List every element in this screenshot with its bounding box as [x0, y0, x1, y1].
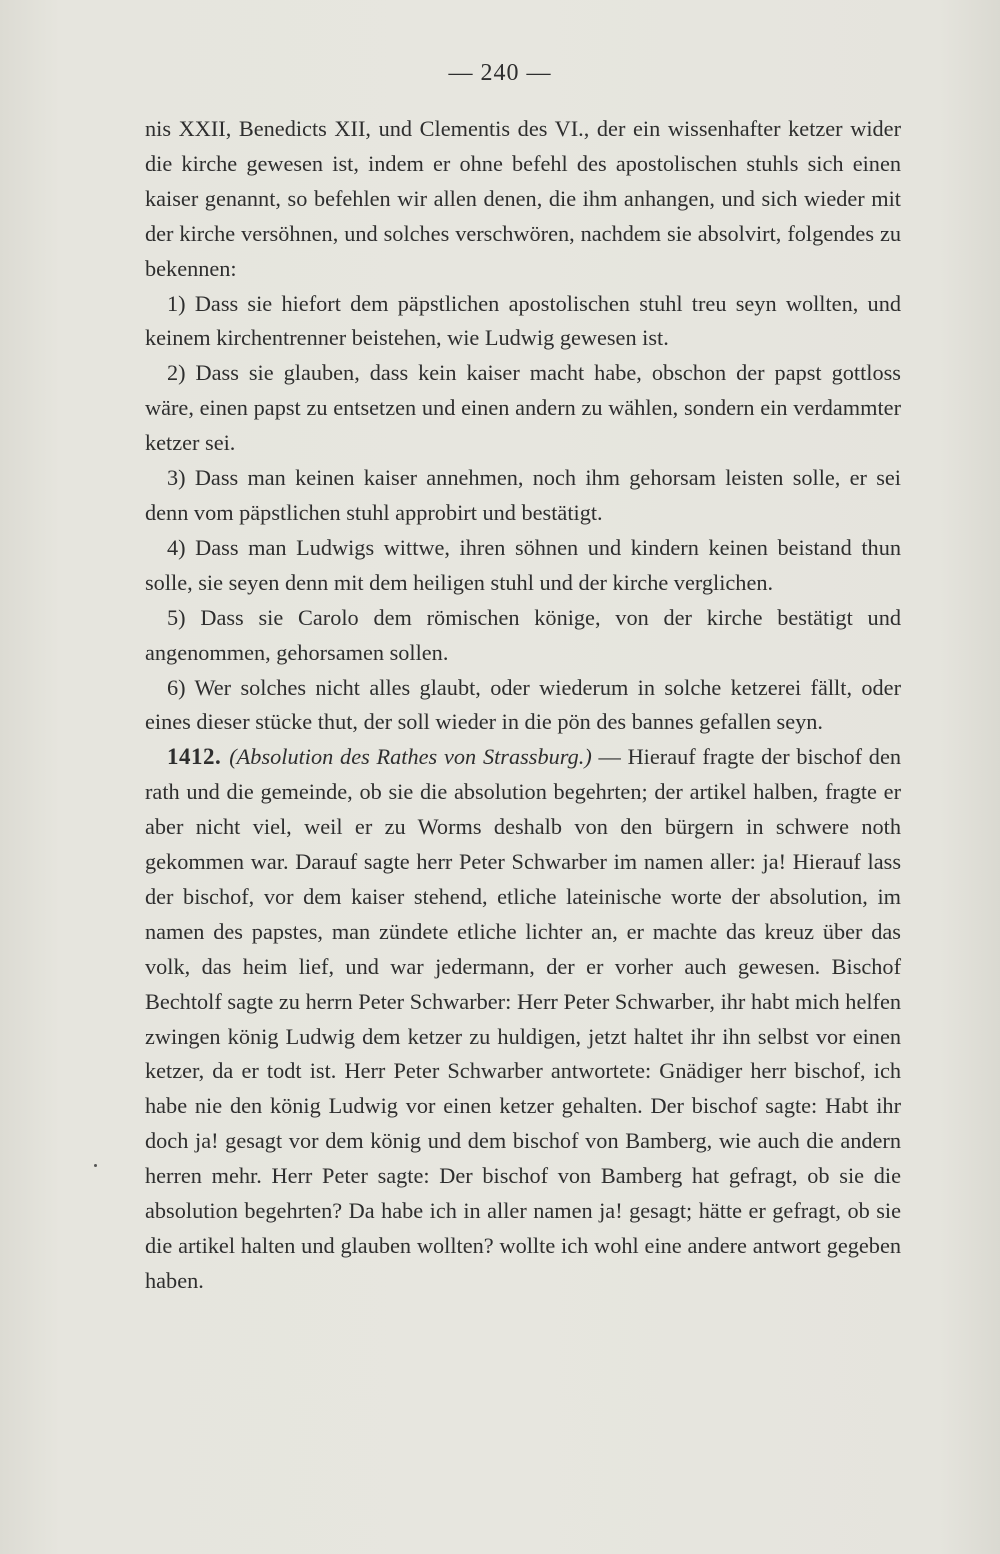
page-text	[145, 112, 901, 1299]
list-item-2: 2) Dass sie glauben, dass kein kaiser macht habe, obschon der papst gottloss wäre, einen papst zu entsetzen und einen andern zu wählen, sondern ein verdammter ketzer sei.	[145, 360, 901, 456]
page-number: — 240 —	[448, 60, 552, 86]
list-item-5: 5) Dass sie Carolo dem römischen könige, von der kirche bestätigt und angenommen, gehorsamen sollen.	[145, 604, 901, 665]
list-item-6: 6) Wer solches nicht alles glaubt, oder wiederum in solche ketzerei fällt, oder eines dieser stücke thut, der soll wieder in die pön des bannes gefallen seyn.	[145, 674, 901, 735]
section-text: — Hierauf fragte der bischof den rath und die gemeinde, ob sie die absolution begehrten; der artikel halben, fragte er aber nicht viel, weil er zu Worms deshalb von den bürgern in schwere noth gekommen war. Darauf sagte herr Peter Schwarber im namen aller: ja! Hierauf lass der bischof, vor dem kaiser stehend, etliche lateinische worte der absolution, im namen des papstes, man zündete etliche lichter an, er machte das kreuz über das volk, das heim lief, und war jedermann, der er vorher auch gewesen. Bischof Bechtolf sagte zu herrn Peter Schwarber: Herr Peter Schwarber, ihr habt mich helfen zwingen könig Ludwig dem ketzer zu huldigen, jetzt haltet ihr ihn selbst vor einen ketzer, da er todt ist. Herr Peter Schwarber antwortete: Gnädiger herr bischof, ich habe nie den könig Ludwig vor einen ketzer gehalten. Der bischof sagte: Habt ihr doch ja! gesagt vor dem könig und dem bischof von Bamberg, wie auch die andern herren mehr. Herr Peter sagte: Der bischof von Bamberg hat gefragt, ob sie die absolution begehrten? Da habe ich in aller namen ja! gesagt; hätte er gefragt, ob sie die artikel halten und glauben wollten? wollte ich wohl eine andere antwort gegeben haben.	[145, 744, 901, 1293]
section-title: (Absolution des Rathes von Strassburg.)	[229, 744, 592, 770]
list-item-1: 1) Dass sie hiefort dem päpstlichen apostolischen stuhl treu seyn wollten, und keinem kirchentrenner beistehen, wie Ludwig gewesen ist.	[145, 290, 901, 351]
section-paragraph	[145, 740, 901, 1299]
margin-speck	[94, 1164, 97, 1167]
intro-paragraph: nis XXII, Benedicts XII, und Clementis des VI., der ein wissenhafter ketzer wider die kirche gewesen ist, indem er ohne befehl des apostolischen stuhls sich einen kaiser genannt, so befehlen wir allen denen, die ihm anhangen, und sich wieder mit der kirche versöhnen, und solches verschwören, nachdem sie absolvirt, folgendes zu bekennen:	[145, 116, 901, 281]
list-item-3: 3) Dass man keinen kaiser annehmen, noch ihm gehorsam leisten solle, er sei denn vom päpstlichen stuhl approbirt und bestätigt.	[145, 465, 901, 525]
section-number: 1412.	[167, 744, 222, 770]
list-item-4: 4) Dass man Ludwigs wittwe, ihren söhnen und kindern keinen beistand thun solle, sie seyen denn mit dem heiligen stuhl und der kirche verglichen.	[145, 534, 901, 595]
